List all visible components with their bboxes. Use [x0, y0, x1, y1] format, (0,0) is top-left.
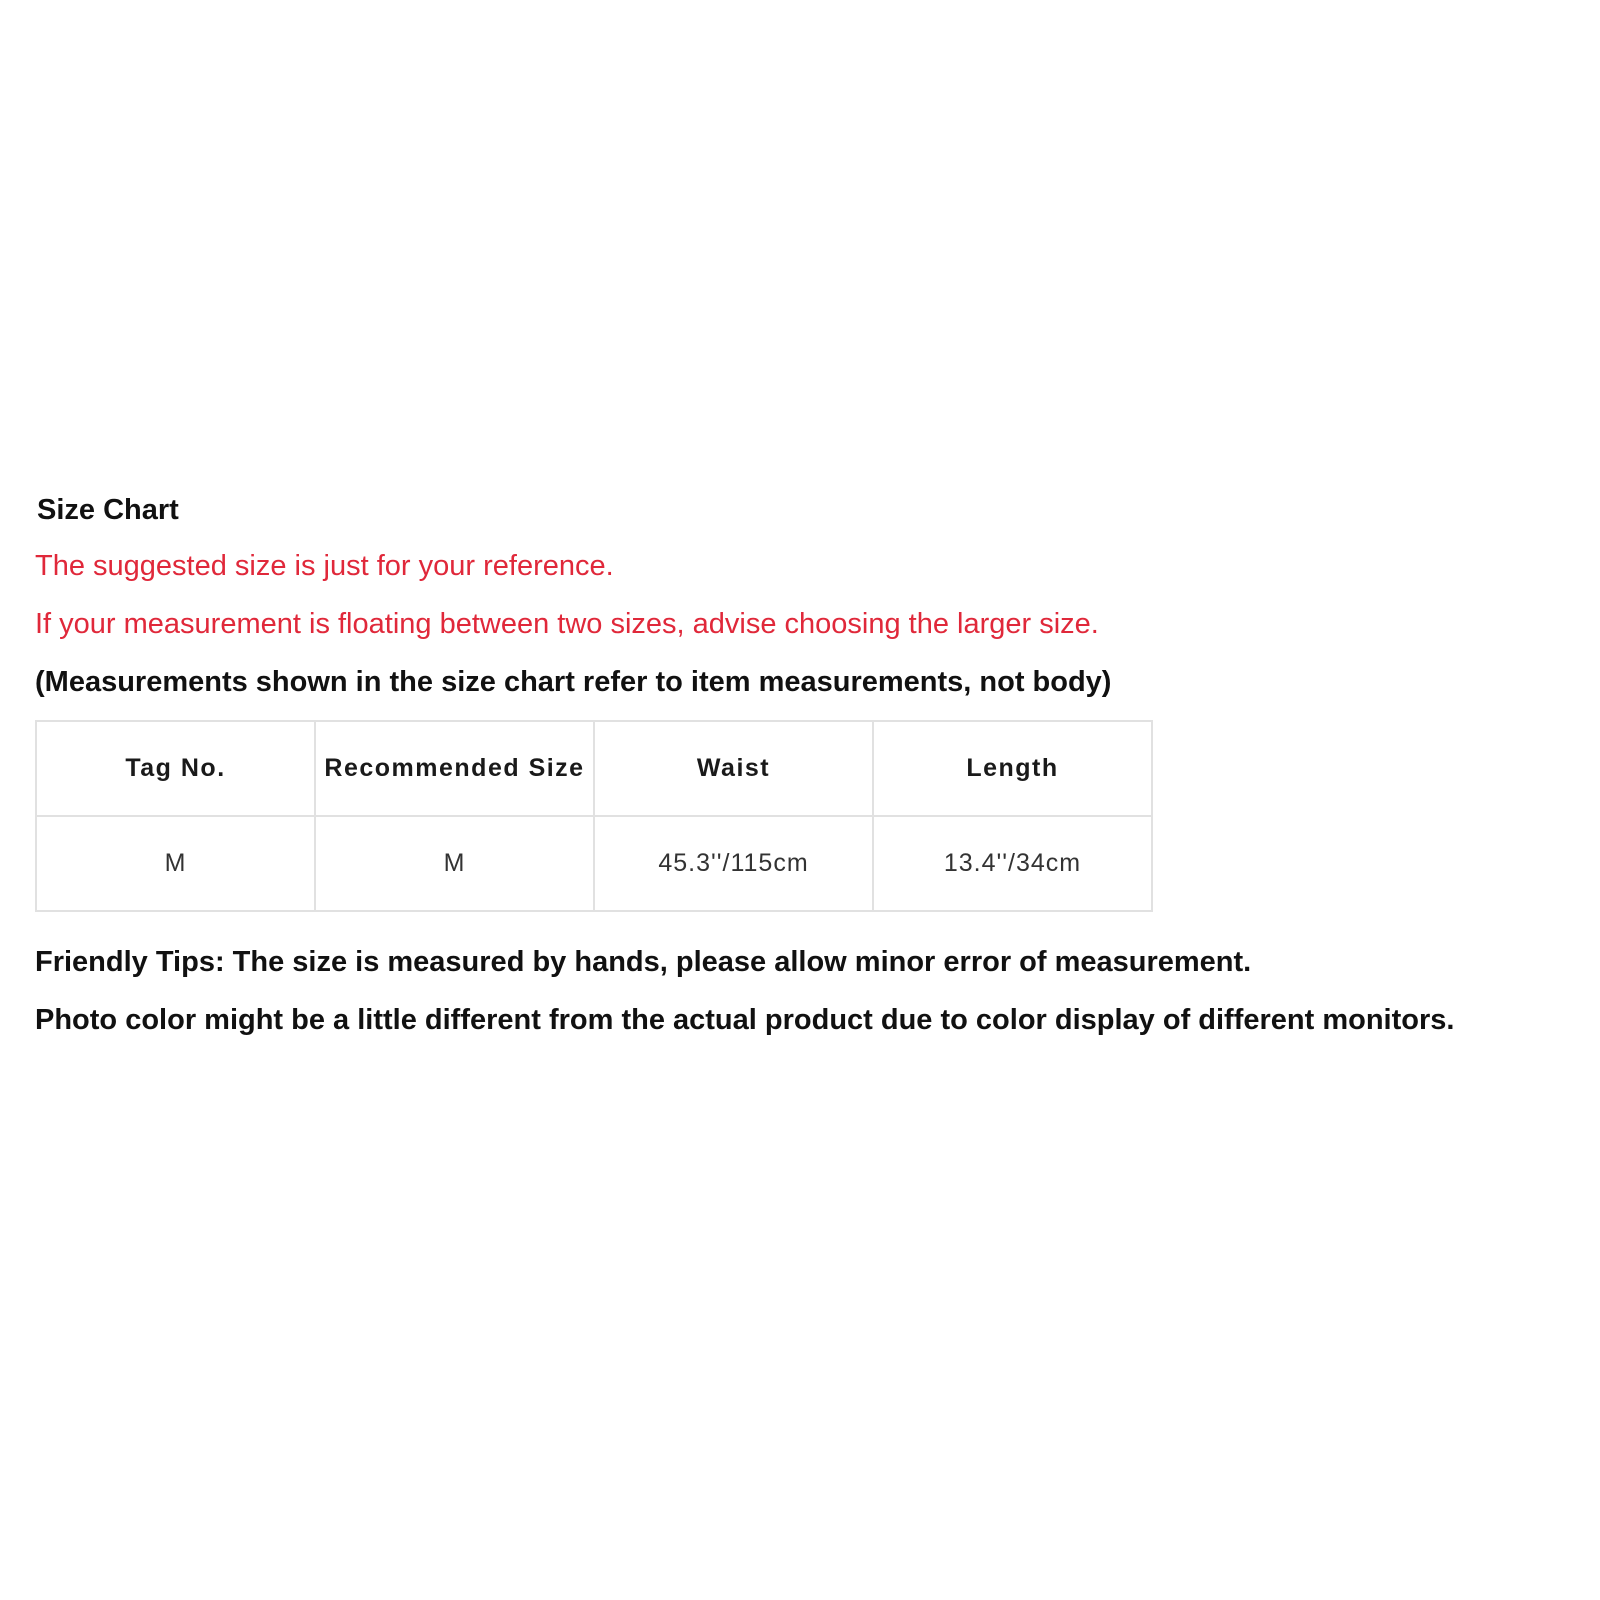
cell-length: 13.4''/34cm	[873, 816, 1152, 911]
header-length: Length	[873, 721, 1152, 816]
table-header-row	[36, 721, 1152, 816]
page-title: Size Chart	[37, 494, 179, 526]
size-advice-note: If your measurement is floating between two sizes, advise choosing the larger size.	[35, 608, 1099, 640]
table-row	[36, 816, 1152, 911]
header-recommended-size: Recommended Size	[315, 721, 594, 816]
cell-tag-no: M	[36, 816, 315, 911]
friendly-tip: Friendly Tips: The size is measured by hands, please allow minor error of measurement.	[35, 946, 1252, 978]
measurement-disclaimer: (Measurements shown in the size chart refer to item measurements, not body)	[35, 666, 1112, 698]
size-table	[35, 720, 1153, 912]
size-chart-section	[35, 490, 1595, 1058]
header-waist: Waist	[594, 721, 873, 816]
reference-note: The suggested size is just for your reference.	[35, 550, 614, 582]
header-tag-no: Tag No.	[36, 721, 315, 816]
cell-recommended-size: M	[315, 816, 594, 911]
photo-color-tip: Photo color might be a little different from the actual product due to color display of different monitors.	[35, 1004, 1455, 1036]
cell-waist: 45.3''/115cm	[594, 816, 873, 911]
